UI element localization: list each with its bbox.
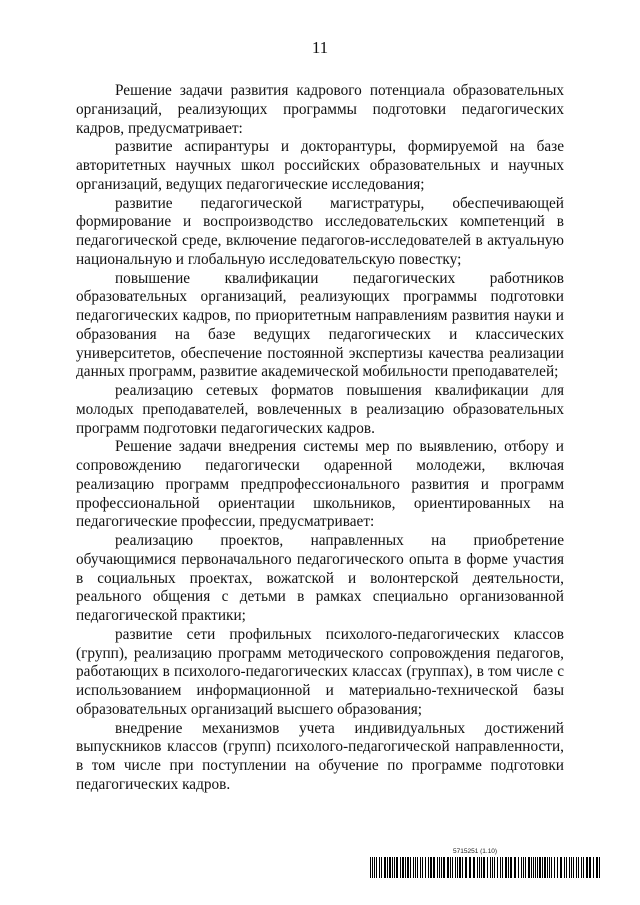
- paragraph: развитие педагогической магистратуры, обеспечивающей формирование и воспроизводство исследовательских компетенций в педагогической среде, включение педагогов-исследователей в актуальную национальную и глобальную исследовательскую повестку;: [76, 194, 564, 268]
- paragraph: внедрение механизмов учета индивидуальных достижений выпускников классов (групп) психолого-педагогической направленности, в том числе при поступлении на обучение по программе подготовки педагогических кадров.: [76, 719, 564, 793]
- page-number: 11: [311, 38, 329, 57]
- barcode-image: [370, 857, 602, 878]
- paragraph: реализацию сетевых форматов повышения квалификации для молодых преподавателей, вовлеченных в реализацию образовательных программ подготовки педагогических кадров.: [76, 382, 564, 437]
- paragraph: реализацию проектов, направленных на приобретение обучающимися первоначального педагогического опыта в форме участия в социальных проектах, вожатской и волонтерской деятельности, реального общения с детьми в рамках специально организованной педагогической практики;: [76, 532, 564, 624]
- document-body: [76, 82, 564, 795]
- paragraph: Решение задачи развития кадрового потенциала образовательных организаций, реализующих программы подготовки педагогических кадров, предусматривает:: [76, 82, 564, 137]
- paragraph: Решение задачи внедрения системы мер по выявлению, отбору и сопровождению педагогически одаренной молодежи, включая реализацию программ предпрофессионального развития и программ профессиональной ориентации школьников, ориентированных на педагогические профессии, предусматривает:: [76, 438, 564, 531]
- paragraph: повышение квалификации педагогических работников образовательных организаций, реализующих программы подготовки педагогических кадров, по приоритетным направлениям развития науки и образования на базе ведущих педагогических и классических университетов, обеспечение постоянной экспертизы качества реализации данных программ, развитие академической мобильности преподавателей;: [76, 269, 564, 381]
- paragraph: развитие сети профильных психолого-педагогических классов (групп), реализацию программ методического сопровождения педагогов, работающих в психолого-педагогических классах (группах), в том числе с использованием информационной и материально-технической базы образовательных организаций высшего образования;: [76, 625, 564, 718]
- barcode-caption: 5715251 (1.10): [453, 848, 498, 855]
- paragraph: развитие аспирантуры и докторантуры, формируемой на базе авторитетных научных школ российских образовательных и научных организаций, ведущих педагогические исследования;: [76, 138, 564, 193]
